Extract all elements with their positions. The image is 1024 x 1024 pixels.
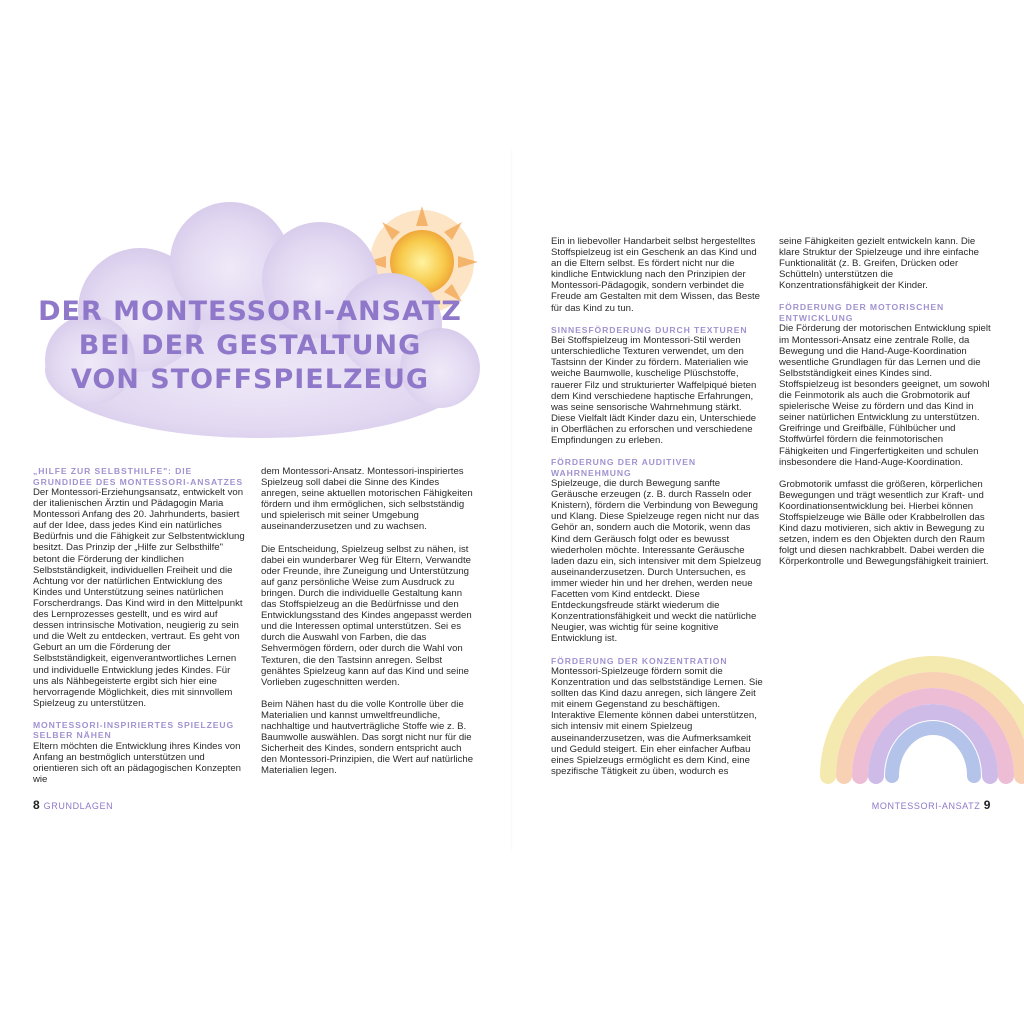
page-title [30,295,470,397]
body-paragraph: Die Entscheidung, Spielzeug selbst zu nähen, ist dabei ein wunderbarer Weg für Eltern, Verwandte oder Freunde, ihre Zuneigung und Unterstützung auf ganz persönliche Weise zum Ausdruck zu bringen. Durch die individuelle Gestaltung kann das Stoffspielzeug an die Bedürfnisse und den Entwicklungsstand des Kindes angepasst werden und die Interessen optimal unterstützen. Sei es durch die Auswahl von Farben, die das Sehvermögen fördern, oder durch die Wahl von Texturen, die den Tastsinn anregen. Selbst genähtes Spielzeug kann auf das Kind und seine Vorlieben zugeschnitten werden. [261,543,472,688]
body-paragraph: seine Fähigkeiten gezielt entwickeln kann. Die klare Struktur der Spielzeuge und ihre einfache Funktionalität (z. B. Greifen, Drücken oder Schütteln) unterstützen die Konzentrationsfähigkeit der Kinder. [779,236,979,292]
page-footer-left [33,798,113,812]
body-paragraph: Die Förderung der motorischen Entwicklung spielt im Montessori-Ansatz eine zentrale Rolle, da Bewegung und die Hand-Auge-Koordination wesentliche Grundlagen für das Lernen und die Selbstständigkeit eines Kindes sind. Stoffspielzeug ist besonders geeignet, um sowohl die Feinmotorik als auch die Grobmotorik auf spielerische Weise zu fördern und das Kind in seiner natürlichen Entwicklung zu unterstützen. Greifringe und Greifbälle, Fühlbücher und Stoffwürfel fördern die feinmotorischen Fähigkeiten und Fingerfertigkeiten und schulen insbesondere die Hand-Auge-Koordination. [779,323,991,468]
section-heading: „HILFE ZUR SELBSTHILFE": DIE GRUNDIDEE DES MONTESSORI-ANSATZES [33,466,244,487]
body-paragraph: Bei Stoffspielzeug im Montessori-Stil werden unterschiedliche Texturen verwendet, um den Tastsinn der Kinder zu fördern. Materialien wie weiche Baumwolle, kuschelige Plüschstoffe, rauerer Filz und strukturierter Waffelpiqué bieten dem Kind verschiedene haptische Erfahrungen, was seine sensorische Wahrnehmung stärkt. Diese Vielfalt lädt Kinder dazu ein, Unterschiede in Oberflächen zu erforschen und verschiedene Empfindungen zu erleben. [551,335,757,446]
section-heading: MONTESSORI-INSPIRIERTES SPIELZEUG SELBER NÄHEN [33,719,235,741]
text-column-2 [261,466,476,787]
page-number: 9 [983,798,991,812]
title-line-1: DER MONTESSORI-ANSATZ [38,296,462,327]
body-paragraph: Montessori-Spielzeuge fördern somit die Konzentration und das selbstständige Lernen. Sie sollten das Kind dazu anregen, sich längere Zeit mit einem Gegenstand zu beschäftigen. Interaktive Elemente können dabei unterstützen, sich intensiv mit einem Spielzeug auseinanderzusetzen, was die Aufmerksamkeit und Geduld steigert. Ein eher einfacher Aufbau eines Spielzeugs ermöglicht es dem Kind, eine spezifische Tätigkeit zu üben, wodurch es [551,666,763,777]
title-line-3: VON STOFFSPIELZEUG [70,364,430,395]
rainbow-icon [810,626,1024,786]
body-paragraph: Ein in liebevoller Handarbeit selbst hergestelltes Stoffspielzeug ist ein Geschenk an das Kind und an die Eltern selbst. Es fördert nicht nur die kindliche Entwicklung nach den Prinzipien der Montessori-Pädagogik, sondern verbindet die Freude am Gestalten mit dem Wissen, das Beste für das Kind zu tun. [551,236,761,314]
page-footer-right [872,798,991,812]
section-label: MONTESSORI-ANSATZ [871,801,981,811]
section-heading: FÖRDERUNG DER AUDITIVEN WAHRNEHMUNG [551,457,696,478]
body-paragraph: Eltern möchten die Entwicklung ihres Kindes von Anfang an bestmöglich unterstützen und orientieren sich oft an pädagogischen Konzepten wie [33,740,242,786]
body-paragraph: Grobmotorik umfasst die größeren, körperlichen Bewegungen und trägt wesentlich zur Kraft- und Koordinationsentwicklung bei. Hierbei können Stoffspielzeuge wie Bälle oder Krabbelrollen das Kind dazu motivieren, sich aktiv in Bewegung zu setzen, indem es den Objekten durch den Raum folgt und diesen nachkrabbelt. Dabei werden die Körperkontrolle und Bewegungsfähigkeit trainiert. [779,478,989,568]
body-paragraph: Spielzeuge, die durch Bewegung sanfte Geräusche erzeugen (z. B. durch Rasseln oder Knistern), fördern die Verbindung von Bewegung und Klang. Diese Spielzeuge regen nicht nur das Gehör an, sondern auch die Motorik, wenn das Kind dem Geräusch folgt oder es bewusst wiederholen möchte. Interessante Geräusche laden dazu ein, sich intensiver mit dem Spielzeug auseinanderzusetzen. Durch Untersuchen, es immer wieder hin und her drehen, werden neue Facetten vom Kind entdeckt. Diese Entdeckungsfreude stärkt wiederum die Konzentrationsfähigkeit und weckt die natürliche Neugier, was wichtig für seine kognitive Entwicklung ist. [551,478,762,645]
text-column-1 [33,466,248,796]
body-paragraph: dem Montessori-Ansatz. Montessori-inspiriertes Spielzeug soll dabei die Sinne des Kindes anregen, seine aktuellen motorischen Fähigkeiten fördern und ihm ermöglichen, sich selbstständig und spielerisch mit seiner Umgebung auseinanderzusetzen und zu wachsen. [261,466,473,533]
title-line-2: BEI DER GESTALTUNG [78,330,422,361]
body-paragraph: Der Montessori-Erziehungsansatz, entwickelt von der italienischen Ärztin und Pädagogin Maria Montessori Anfang des 20. Jahrhunderts, basiert auf der Idee, dass jedes Kind ein natürliches Bedürfnis und die Fähigkeit zur Selbstentwicklung besitzt. Das Prinzip der „Hilfe zur Selbsthilfe" betont die Förderung der kindlichen Selbstständigkeit, individuellen Freiheit und die Achtung vor der natürlichen Entwicklung des Kindes und Unterstützung seines natürlichen Forscherdrangs. Das Kind wird in den Mittelpunkt des Lernprozesses gestellt, und es wird auf dessen intrinsische Motivation, neugierig zu sein und die Welt zu entdecken, vertraut. Es geht von Geburt an um die Förderung der Selbstständigkeit, eigenverantwortliches Lernen und individuelle Entwicklung jedes Kindes. Für uns als Nähbegeisterte ergibt sich hier eine hervorragende Möglichkeit, dies mit sinnvollem Spielzeug zu unterstützen. [33,487,245,709]
text-column-3 [551,236,766,788]
text-column-4 [779,236,991,578]
section-heading: SINNESFÖRDERUNG DURCH TEXTUREN [551,324,748,335]
section-heading: FÖRDERUNG DER KONZENTRATION [551,655,728,666]
section-label: GRUNDLAGEN [43,801,114,811]
gutter-shadow [511,150,513,850]
section-heading: FÖRDERUNG DER MOTORISCHEN ENTWICKLUNG [779,302,945,323]
body-paragraph: Beim Nähen hast du die volle Kontrolle über die Materialien und kannst umweltfreundliche, nachhaltige und hautverträgliche Stoffe wie z. B. Baumwolle auswählen. Das sorgt nicht nur für die Sicherheit des Kindes, sondern entspricht auch den Montessori-Prinzipien, die Wert auf natürliche Materialien legen. [261,698,474,777]
page-number: 8 [33,798,41,812]
